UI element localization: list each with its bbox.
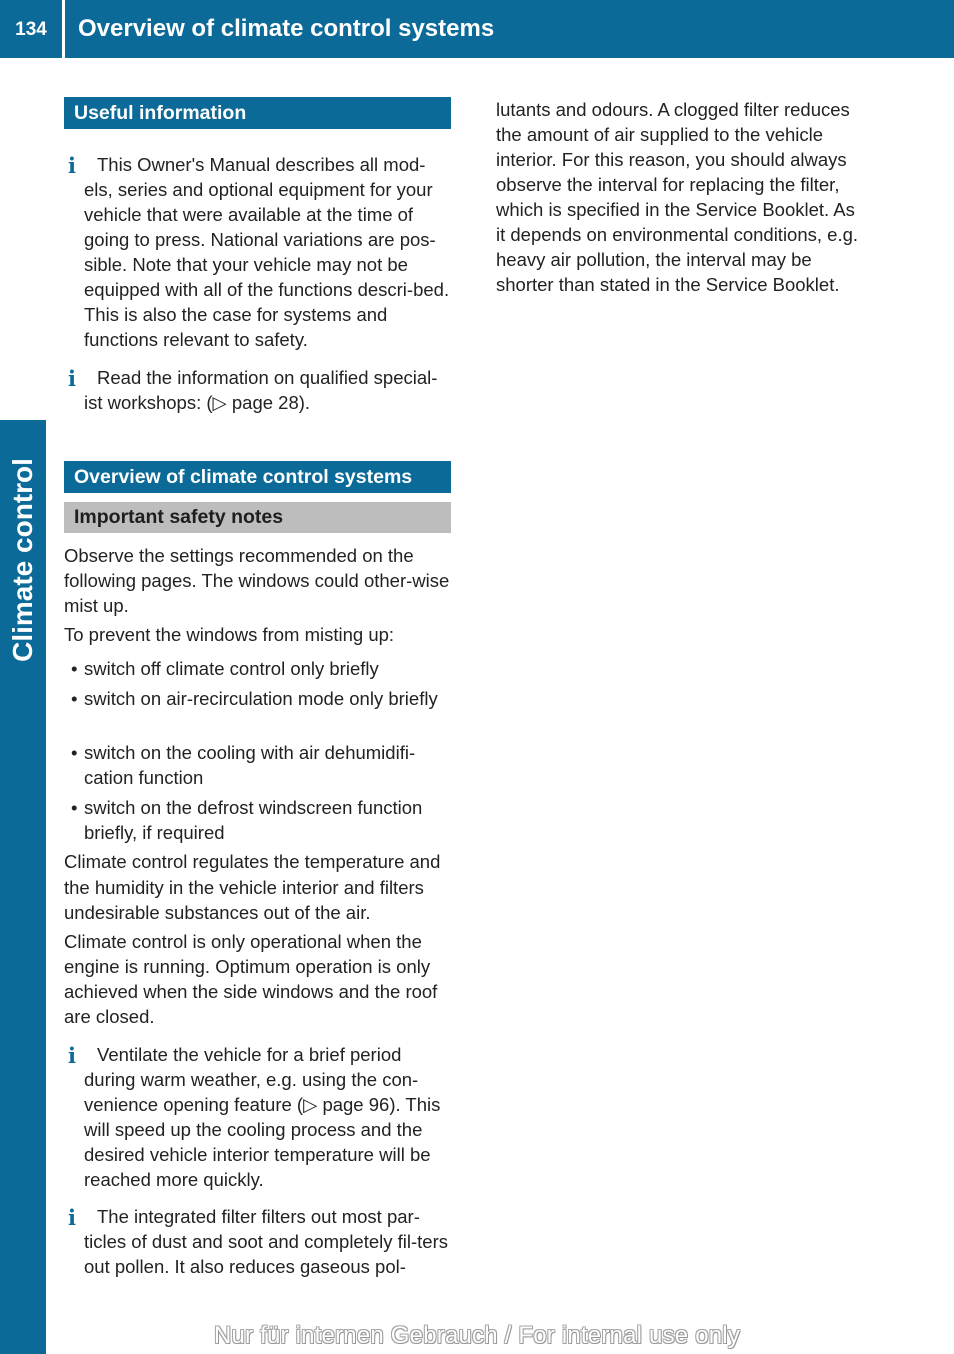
info-note [64,1204,454,1279]
list-item [64,656,456,681]
side-tab-label: Climate control [7,458,38,662]
list-item [64,795,456,845]
list-item-text: switch off climate control only briefly [84,658,379,679]
info-note-text: Ventilate the vehicle for a brief period during warm weather, e.g. using the con-venience opening feature (▷ page 96). This will speed up the cooling process and the desired vehicle interior temperature will be reached more quickly. [84,1044,441,1190]
info-icon: i [68,1043,76,1068]
list-item-text: switch on air-recirculation mode only briefly [84,688,438,709]
list-item-text: switch on the cooling with air dehumidifi-cation function [84,742,416,788]
header-divider [62,0,65,58]
info-icon: i [68,1205,76,1230]
info-note [64,152,454,352]
side-tab-label-wrap [0,420,46,700]
internal-use-watermark: Nur für internen Gebrauch / For internal use only [213,1322,741,1349]
page-title: Overview of climate control systems [78,15,495,42]
list-item-text: switch on the defrost windscreen function briefly, if required [84,797,423,843]
paragraph: Observe the settings recommended on the following pages. The windows could other-wise mist up. [64,545,450,616]
subsection-heading: Important safety notes [64,502,451,533]
info-note [64,365,454,415]
continued-paragraph: lutants and odours. A clogged filter reduces the amount of air supplied to the vehicle interior. For this reason, you should always observe the interval for replacing the filter, which is specified in the Service Booklet. As it depends on environmental conditions, e.g. heavy air pollution, the interval may be shorter than stated in the Service Booklet. [496,99,859,295]
paragraph: To prevent the windows from misting up: [64,624,395,645]
page-number: 134 [15,19,47,40]
info-icon: i [68,153,76,178]
info-icon: i [68,366,76,391]
info-note-text: The integrated filter filters out most par-ticles of dust and soot and completely fil-ters out pollen. It also reduces gaseous pol- [84,1206,449,1277]
bullet-icon: • [71,797,78,818]
bullet-icon: • [71,742,78,763]
list-item [64,686,456,711]
paragraph: Climate control regulates the temperature and the humidity in the vehicle interior and filters undesirable substances out of the air. [64,851,441,923]
useful-information-heading: Useful information [64,97,451,129]
page-header [0,0,954,58]
info-note-text: Read the information on qualified special-ist workshops: (▷ page 28). [84,367,438,413]
info-note [64,1042,454,1192]
bullet-icon: • [71,658,78,679]
info-note-text: This Owner's Manual describes all mod-els, series and optional equipment for your vehicle that were available at the time of going to press. National variations are pos-sible. Note that your vehicle may not be equipped with all of the functions descri-bed. This is also the case for systems and functions relevant to safety. [84,154,450,350]
bullet-icon: • [71,688,78,709]
paragraph: Climate control is only operational when the engine is running. Optimum operation is only achieved when the side windows and the roof are closed. [64,931,438,1027]
section-heading: Overview of climate control systems [64,461,451,493]
list-item [64,740,456,790]
